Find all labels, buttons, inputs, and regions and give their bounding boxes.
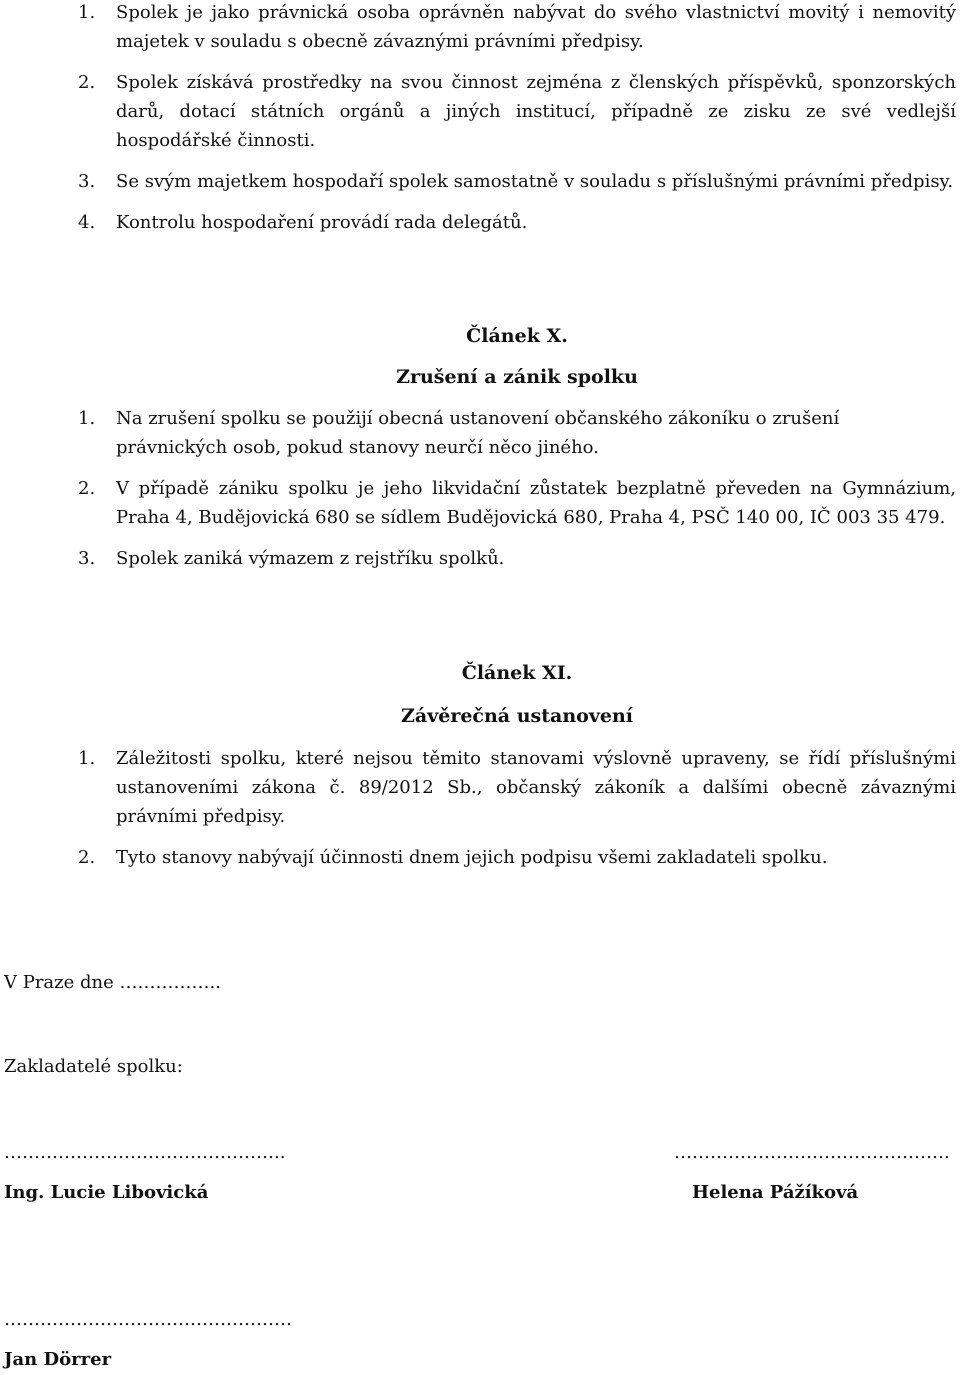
- signature-line: …………………………………………: [4, 1309, 292, 1330]
- signatory-name: Helena Pážíková: [692, 1182, 859, 1203]
- list-item: [0, 843, 960, 872]
- article-xi-list: [0, 744, 960, 872]
- item-number: 1.: [78, 408, 96, 429]
- item-number: 2.: [78, 72, 96, 93]
- founders-label: Zakladatelé spolku:: [4, 1056, 183, 1077]
- item-text: Spolek je jako právnická osoba oprávněn nabývat do svého vlastnictví movitý i nemovitý majetek v souladu s obecně závaznými právními předpisy.: [116, 2, 956, 52]
- list-item: [0, 68, 960, 155]
- item-text: Se svým majetkem hospodaří spolek samostatně v souladu s příslušnými právními předpisy.: [116, 171, 954, 192]
- item-text: Na zrušení spolku se použijí obecná ustanovení občanského zákoníku o zrušení právnických osob, pokud stanovy neurčí něco jiného.: [116, 408, 840, 458]
- item-text: Tyto stanovy nabývají účinnosti dnem jejich podpisu všemi zakladateli spolku.: [116, 847, 828, 868]
- item-text: Spolek získává prostředky na svou činnost zejména z členských příspěvků, sponzorských darů, dotací státních orgánů a jiných institucí, případně ze zisku ze své vedlejší hospodářské činnosti.: [116, 72, 956, 151]
- article-x-number: Článek X.: [466, 325, 568, 347]
- signatory-name: Jan Dörrer: [4, 1349, 112, 1370]
- list-item: [0, 744, 960, 831]
- item-text: Spolek zaniká výmazem z rejstříku spolků.: [116, 548, 505, 569]
- signature-line: ………………………………………..: [4, 1142, 286, 1163]
- item-number: 1.: [78, 748, 96, 769]
- item-number: 3.: [78, 548, 96, 569]
- signature-line: ……………………………………….: [674, 1142, 950, 1163]
- article-xi-number: Článek XI.: [461, 662, 573, 684]
- item-text: Kontrolu hospodaření provádí rada delegátů.: [116, 212, 528, 233]
- list-item: [0, 404, 960, 462]
- article-xi-title: Závěrečná ustanovení: [401, 705, 633, 727]
- item-text: Záležitosti spolku, které nejsou těmito stanovami výslovně upraveny, se řídí příslušnými ustanoveními zákona č. 89/2012 Sb., občanský zákoník a dalšími obecně závaznými právními předpisy.: [116, 748, 956, 827]
- place-date: V Praze dne ……………..: [4, 972, 221, 993]
- list-item: [0, 167, 960, 196]
- item-number: 2.: [78, 478, 96, 499]
- list-item: [0, 544, 960, 573]
- signatory-name: Ing. Lucie Libovická: [4, 1182, 209, 1203]
- item-number: 1.: [78, 2, 96, 23]
- section-ix-list: [0, 0, 960, 237]
- list-item: [0, 474, 960, 532]
- article-x-list: [0, 404, 960, 573]
- item-number: 2.: [78, 847, 96, 868]
- item-number: 4.: [78, 212, 96, 233]
- article-x-title: Zrušení a zánik spolku: [396, 366, 638, 388]
- list-item: [0, 208, 960, 237]
- list-item: [0, 0, 960, 56]
- item-number: 3.: [78, 171, 96, 192]
- item-text: V případě zániku spolku je jeho likvidační zůstatek bezplatně převeden na Gymnázium, Praha 4, Budějovická 680 se sídlem Budějovická 680, Praha 4, PSČ 140 00, IČ 003 35 479.: [116, 478, 956, 528]
